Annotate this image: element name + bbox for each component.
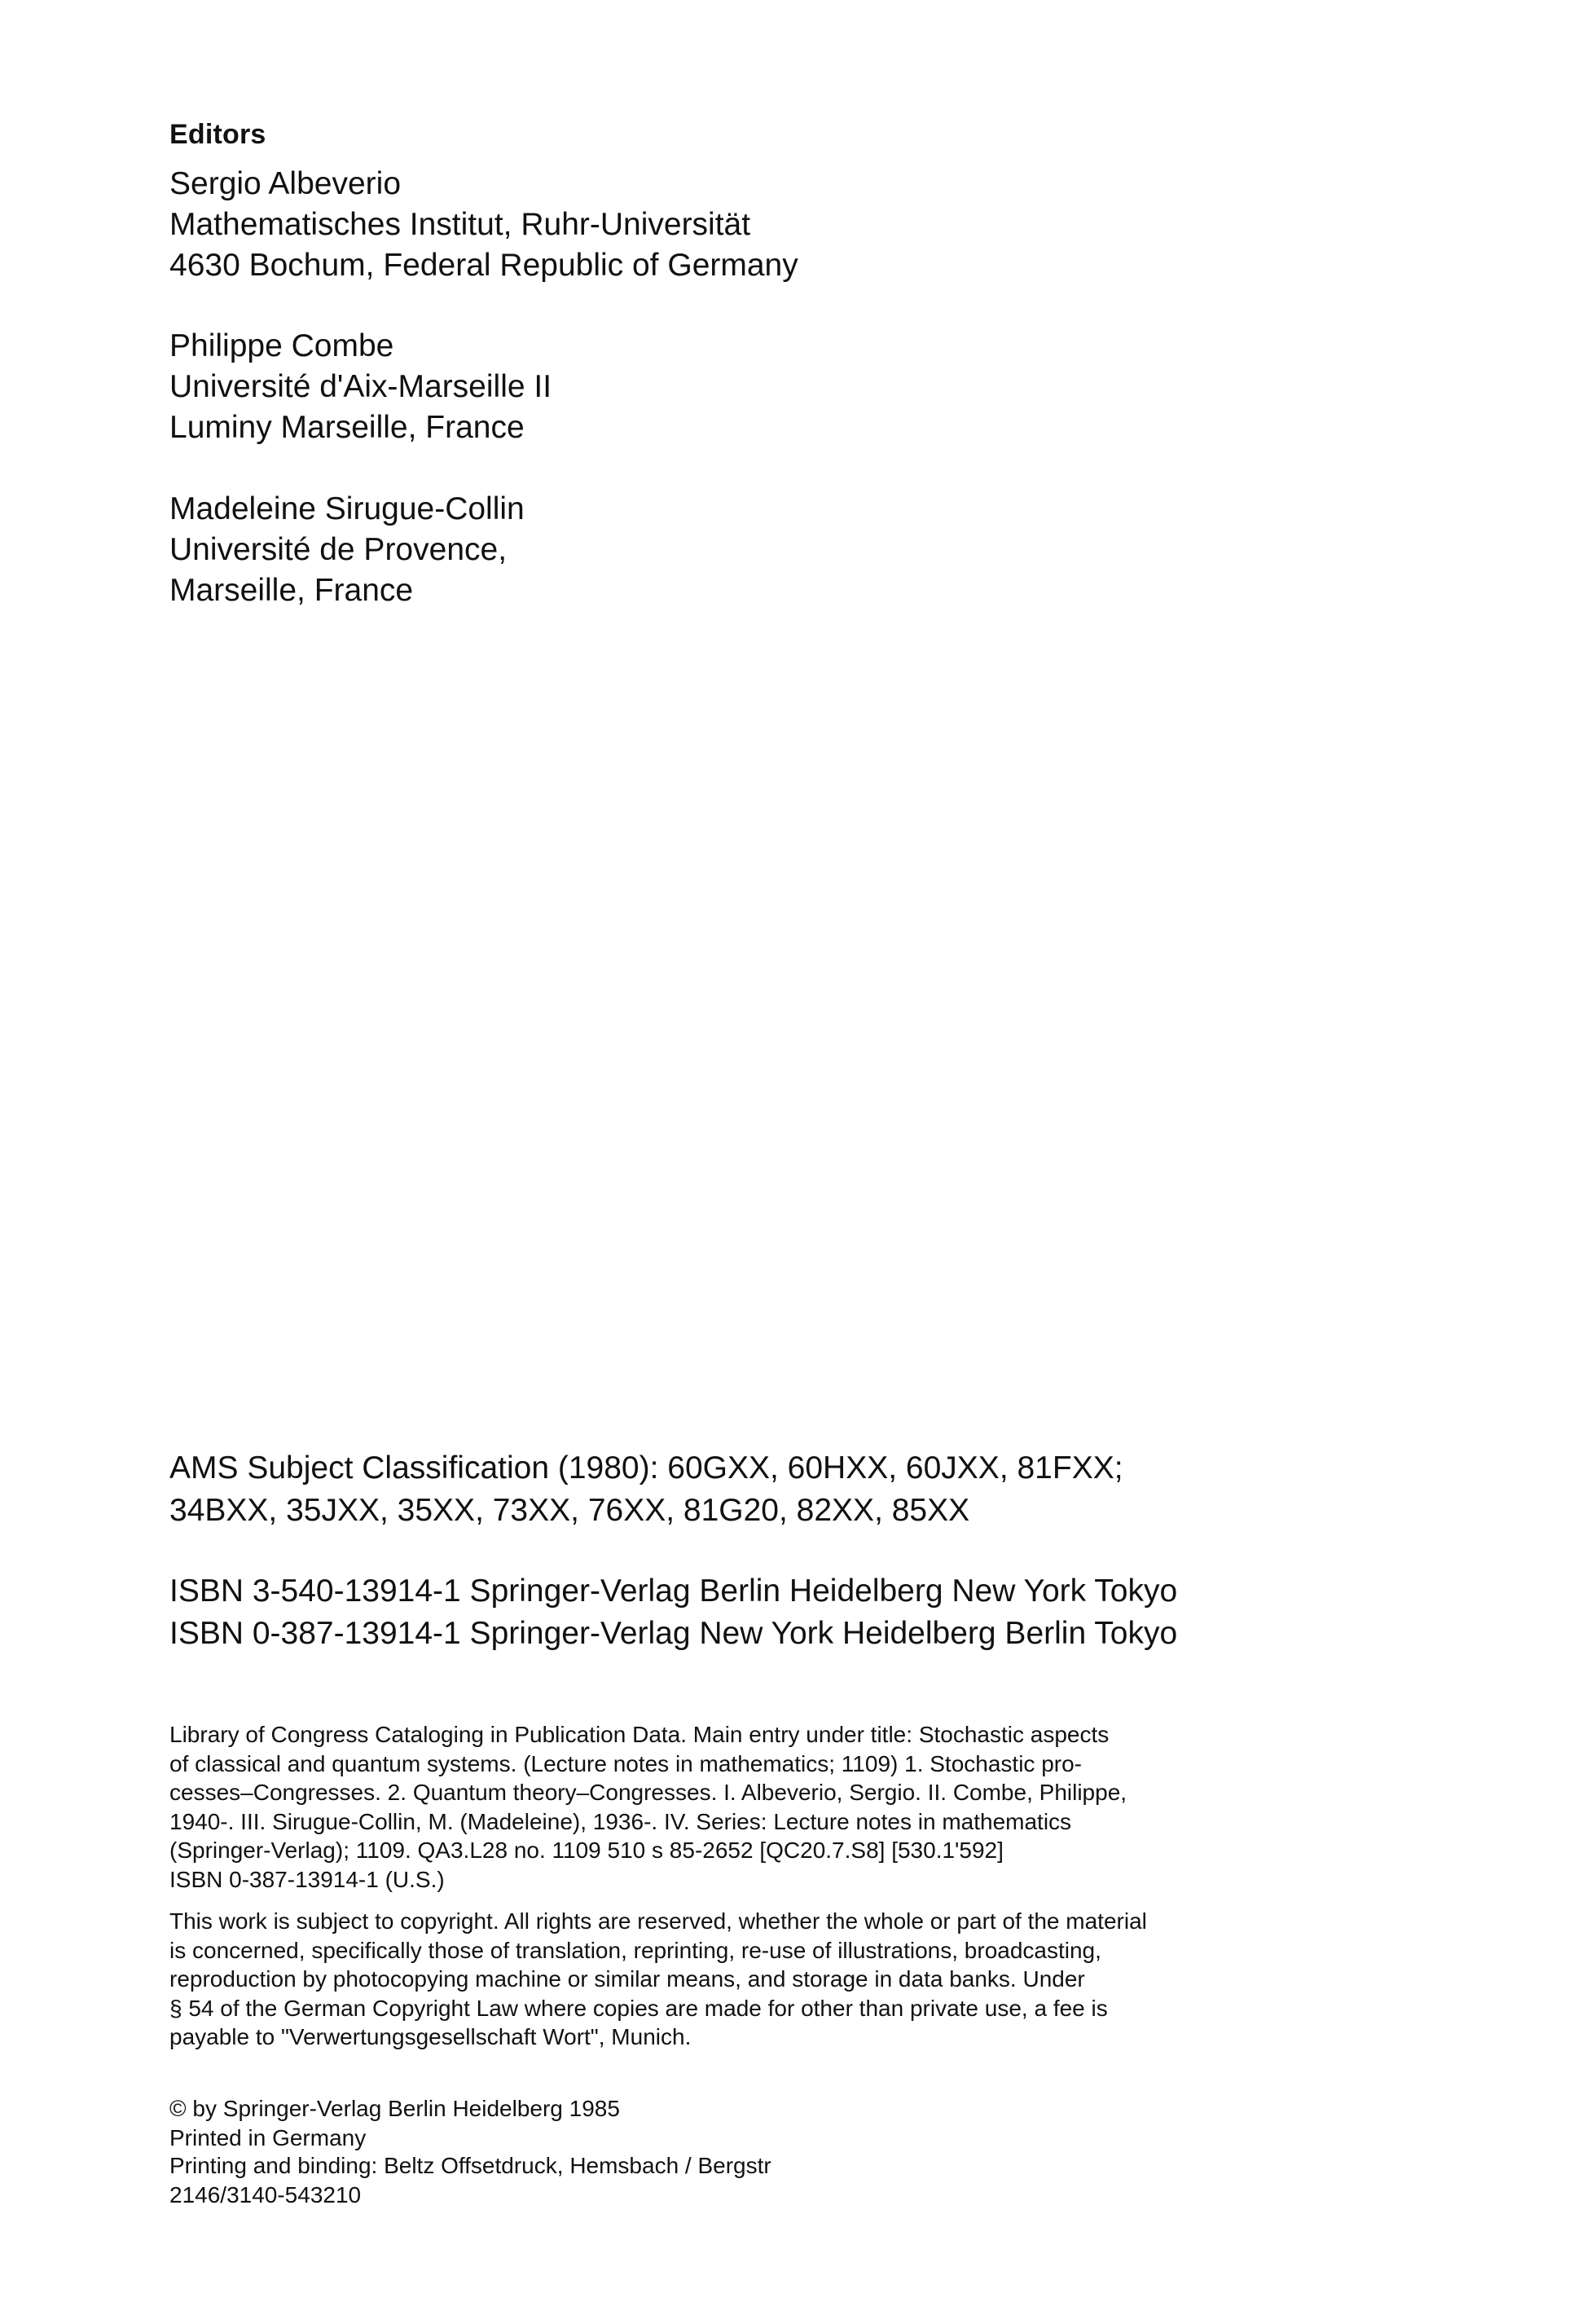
copyright-notice-line: payable to "Verwertungsgesellschaft Wort", Munich. (169, 2024, 692, 2050)
cip-data (169, 1720, 1127, 1895)
printing-binding: Printing and binding: Beltz Offsetdruck, Hemsbach / Bergstr (169, 2153, 771, 2178)
cip-line: cesses–Congresses. 2. Quantum theory–Congresses. I. Albeverio, Sergio. II. Combe, Philippe, (169, 1780, 1127, 1806)
copyright-notice-line: reproduction by photocopying machine or similar means, and storage in data banks. Under (169, 1966, 1085, 1992)
isbn-block (169, 1570, 1177, 1655)
cip-line: Library of Congress Cataloging in Publication Data. Main entry under title: Stochastic aspects (169, 1722, 1110, 1747)
copyright-holder: © by Springer-Verlag Berlin Heidelberg 1985 (169, 2096, 620, 2121)
ams-classification-line: AMS Subject Classification (1980): 60GXX, 60HXX, 60JXX, 81FXX; (169, 1450, 1123, 1486)
copyright-notice-line: This work is subject to copyright. All rights are reserved, whether the whole or part of the material (169, 1908, 1147, 1934)
editor-affiliation-line: Marseille, France (169, 573, 414, 608)
editor-affiliation-line: 4630 Bochum, Federal Republic of Germany (169, 248, 798, 283)
editor-affiliation-line: Mathematisches Institut, Ruhr-Universität (169, 207, 751, 242)
copyright-notice (169, 1907, 1147, 2052)
print-code: 2146/3140-543210 (169, 2181, 362, 2207)
cip-line: 1940-. III. Sirugue-Collin, M. (Madeleine), 1936-. IV. Series: Lecture notes in mathematics (169, 1808, 1072, 1834)
ams-classification (169, 1447, 1123, 1532)
printed-in: Printed in Germany (169, 2124, 367, 2150)
copyright-notice-line: is concerned, specifically those of translation, reprinting, re-use of illustrations, broadcasting, (169, 1937, 1101, 1963)
isbn-line: ISBN 3-540-13914-1 Springer-Verlag Berlin Heidelberg New York Tokyo (169, 1574, 1178, 1609)
editor-entry (169, 489, 525, 611)
editor-name: Madeleine Sirugue-Collin (169, 491, 525, 526)
editor-entry (169, 164, 798, 286)
editor-entry (169, 326, 552, 448)
editors-heading: Editors (169, 119, 266, 150)
editor-name: Sergio Albeverio (169, 166, 402, 201)
editor-affiliation-line: Université d'Aix-Marseille II (169, 369, 552, 404)
cip-line: (Springer-Verlag); 1109. QA3.L28 no. 1109 510 s 85-2652 [QC20.7.S8] [530.1'592] (169, 1838, 1004, 1864)
cip-line: of classical and quantum systems. (Lecture notes in mathematics; 1109) 1. Stochastic pro- (169, 1750, 1082, 1776)
printing-info (169, 2151, 771, 2209)
cip-line: ISBN 0-387-13914-1 (U.S.) (169, 1866, 445, 1892)
editor-affiliation-line: Université de Provence, (169, 532, 508, 567)
editor-affiliation-line: Luminy Marseille, France (169, 410, 525, 445)
editor-name: Philippe Combe (169, 328, 394, 363)
copyright-statement (169, 2094, 620, 2152)
isbn-line: ISBN 0-387-13914-1 Springer-Verlag New York Heidelberg Berlin Tokyo (169, 1616, 1178, 1651)
copyright-notice-line: § 54 of the German Copyright Law where copies are made for other than private use, a fee is (169, 1995, 1108, 2021)
ams-classification-line: 34BXX, 35JXX, 35XX, 73XX, 76XX, 81G20, 82XX, 85XX (169, 1493, 970, 1528)
